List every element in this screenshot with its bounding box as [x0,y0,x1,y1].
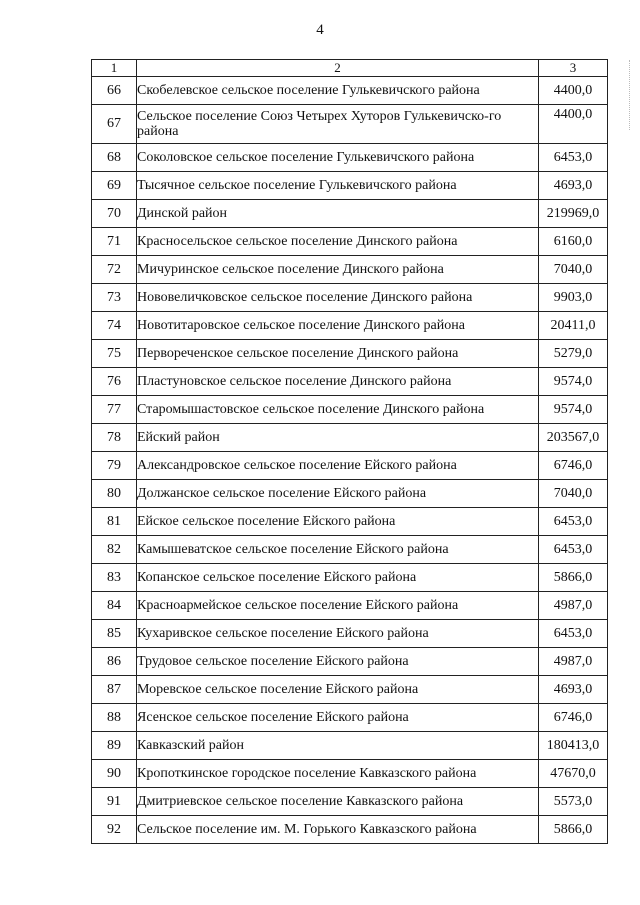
table-row [92,312,608,340]
table-row [92,704,608,732]
row-number: 80 [92,480,137,508]
row-value: 47670,0 [539,760,608,788]
table-row [92,508,608,536]
table-row [92,368,608,396]
header-col-number: 1 [92,60,137,77]
row-name: Трудовое сельское поселение Ейского района [137,648,539,676]
table-row [92,536,608,564]
row-number: 81 [92,508,137,536]
row-value: 20411,0 [539,312,608,340]
row-value: 9574,0 [539,368,608,396]
table-row [92,760,608,788]
row-value: 180413,0 [539,732,608,760]
row-name: Нововеличковское сельское поселение Динского района [137,284,539,312]
row-name: Ейское сельское поселение Ейского района [137,508,539,536]
row-number: 83 [92,564,137,592]
header-col-name: 2 [137,60,539,77]
row-number: 91 [92,788,137,816]
row-name: Александровское сельское поселение Ейского района [137,452,539,480]
row-name: Старомышастовское сельское поселение Динского района [137,396,539,424]
row-value: 203567,0 [539,424,608,452]
table-row [92,396,608,424]
table-row [92,340,608,368]
row-number: 77 [92,396,137,424]
row-number: 68 [92,144,137,172]
row-number: 87 [92,676,137,704]
row-number: 85 [92,620,137,648]
row-value: 6453,0 [539,508,608,536]
row-value: 7040,0 [539,480,608,508]
row-name: Красносельское сельское поселение Динского района [137,228,539,256]
row-value: 6160,0 [539,228,608,256]
row-number: 78 [92,424,137,452]
row-number: 74 [92,312,137,340]
table-row [92,228,608,256]
row-name: Ясенское сельское поселение Ейского района [137,704,539,732]
row-name: Должанское сельское поселение Ейского района [137,480,539,508]
row-value: 219969,0 [539,200,608,228]
row-value: 9903,0 [539,284,608,312]
row-value: 4693,0 [539,172,608,200]
row-name: Первореченское сельское поселение Динского района [137,340,539,368]
row-value: 4693,0 [539,676,608,704]
row-name: Ейский район [137,424,539,452]
table-row [92,816,608,844]
row-name: Камышеватское сельское поселение Ейского района [137,536,539,564]
row-number: 89 [92,732,137,760]
row-name: Моревское сельское поселение Ейского района [137,676,539,704]
row-name: Сельское поселение Союз Четырех Хуторов Гулькевичско-го района [137,105,539,144]
row-number: 69 [92,172,137,200]
row-number: 70 [92,200,137,228]
row-name: Скобелевское сельское поселение Гулькевичского района [137,77,539,105]
table-row [92,788,608,816]
row-name: Соколовское сельское поселение Гулькевичского района [137,144,539,172]
row-value: 5573,0 [539,788,608,816]
row-name: Копанское сельское поселение Ейского района [137,564,539,592]
allocation-table [91,59,608,844]
table-body [92,60,608,844]
row-number: 76 [92,368,137,396]
row-name: Новотитаровское сельское поселение Динского района [137,312,539,340]
table-row [92,200,608,228]
row-value: 4987,0 [539,592,608,620]
row-name: Дмитриевское сельское поселение Кавказского района [137,788,539,816]
row-value: 6746,0 [539,704,608,732]
row-number: 86 [92,648,137,676]
row-number: 72 [92,256,137,284]
table-row [92,172,608,200]
row-value: 5866,0 [539,816,608,844]
row-value: 4400,0 [539,105,608,144]
row-name: Тысячное сельское поселение Гулькевичского района [137,172,539,200]
row-number: 71 [92,228,137,256]
table-row [92,620,608,648]
table-row [92,256,608,284]
row-value: 4987,0 [539,648,608,676]
row-value: 7040,0 [539,256,608,284]
row-number: 92 [92,816,137,844]
row-name: Сельское поселение им. М. Горького Кавказского района [137,816,539,844]
row-number: 73 [92,284,137,312]
table-row [92,77,608,105]
row-number: 66 [92,77,137,105]
row-value: 5866,0 [539,564,608,592]
table-row [92,676,608,704]
row-number: 75 [92,340,137,368]
table-row [92,105,608,144]
table-row [92,284,608,312]
row-name: Мичуринское сельское поселение Динского района [137,256,539,284]
row-value: 9574,0 [539,396,608,424]
table-row [92,564,608,592]
scan-margin-mark [629,60,636,130]
row-name: Кавказский район [137,732,539,760]
row-value: 5279,0 [539,340,608,368]
table-row [92,480,608,508]
table-row [92,592,608,620]
row-name: Кропоткинское городское поселение Кавказского района [137,760,539,788]
row-value: 4400,0 [539,77,608,105]
row-number: 88 [92,704,137,732]
row-number: 67 [92,105,137,144]
row-name: Кухаривское сельское поселение Ейского района [137,620,539,648]
row-value: 6746,0 [539,452,608,480]
table-row [92,732,608,760]
table-row [92,648,608,676]
row-number: 79 [92,452,137,480]
table-row [92,452,608,480]
table-header-row [92,60,608,77]
row-value: 6453,0 [539,620,608,648]
row-value: 6453,0 [539,536,608,564]
table-row [92,424,608,452]
row-value: 6453,0 [539,144,608,172]
row-name: Красноармейское сельское поселение Ейского района [137,592,539,620]
row-name: Пластуновское сельское поселение Динского района [137,368,539,396]
header-col-value: 3 [539,60,608,77]
page-number: 4 [316,22,324,38]
row-number: 84 [92,592,137,620]
row-number: 90 [92,760,137,788]
table-row [92,144,608,172]
row-name: Динской район [137,200,539,228]
row-number: 82 [92,536,137,564]
